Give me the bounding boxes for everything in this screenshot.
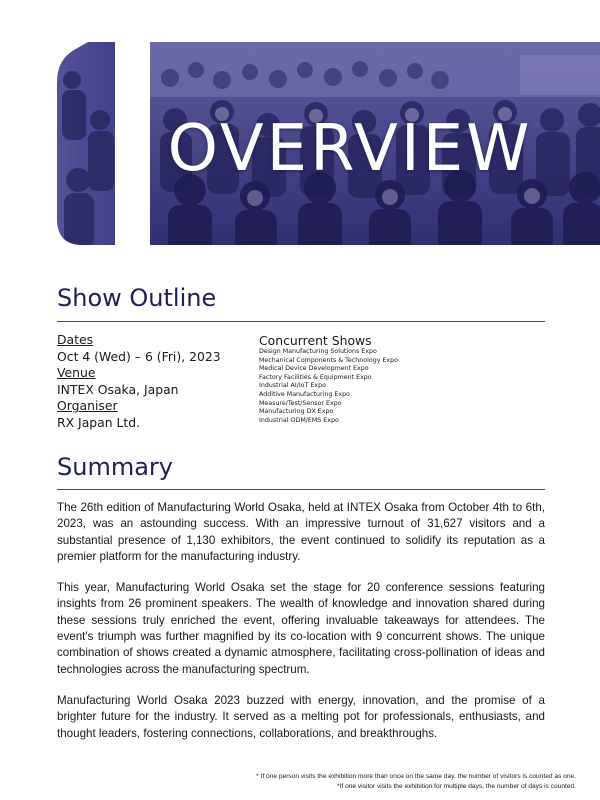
show-outline-heading: Show Outline (57, 284, 217, 312)
concurrent-show-item: Medical Device Development Expo (259, 365, 369, 373)
dates-label: Dates (57, 332, 94, 347)
organiser-value: RX Japan Ltd. (57, 414, 141, 430)
concurrent-show-item: Additive Manufacturing Expo (259, 390, 350, 398)
hero-banner (0, 0, 600, 260)
dates-value: Oct 4 (Wed) – 6 (Fri), 2023 (57, 348, 221, 364)
summary-paragraph: Manufacturing World Osaka 2023 buzzed with energy, innovation, and the promise of a brighter future for the industry. It served as a melting pot for professionals, enthusiasts, and thought leaders, fostering connections, collaborations, and breakthroughs. (57, 693, 545, 740)
summary-body (57, 500, 545, 757)
organiser-label: Organiser (57, 398, 118, 414)
concurrent-show-item: Industrial AI/IoT Expo (259, 382, 326, 390)
concurrent-shows-heading: Concurrent Shows (259, 333, 372, 348)
hero-title: OVERVIEW (167, 112, 533, 186)
concurrent-show-item: Industrial ODM/EMS Expo (259, 416, 339, 424)
footnote: *If one visitor visits the exhibition for multiple days, the number of days is counted. (337, 783, 576, 790)
summary-heading: Summary (57, 453, 173, 481)
footnote: * If one person visits the exhibition more than once on the same day, the number of visitors is counted as one. (256, 773, 576, 780)
summary-paragraph: The 26th edition of Manufacturing World Osaka, held at INTEX Osaka from October 4th to 6th, 2023, was an astounding success. With an impressive turnout of 31,627 visitors and a substantial presence of 1,130 exhibitors, the event continued to solidify its reputation as a premier platform for the manufacturing industry. (57, 501, 545, 563)
summary-paragraph: This year, Manufacturing World Osaka set the stage for 20 conference sessions featuring insights from 26 prominent speakers. The wealth of knowledge and innovation shared during these sessions truly enriched the event, offering invaluable takeaways for attendees. The event's triumph was further magnified by its co-location with 9 concurrent shows. The unique combination of shows created a dynamic atmosphere, facilitating cross-pollination of ideas and technologies across the manufacturing spectrum. (57, 581, 545, 676)
venue-value: INTEX Osaka, Japan (57, 381, 179, 397)
divider (57, 489, 545, 490)
footnotes (256, 772, 576, 792)
concurrent-show-item: Factory Facilities & Equipment Expo (259, 373, 372, 381)
show-details (57, 332, 221, 432)
divider (57, 321, 545, 322)
concurrent-show-item: Manufacturing DX Expo (259, 408, 334, 416)
concurrent-shows (259, 333, 398, 425)
venue-label: Venue (57, 365, 96, 381)
concurrent-show-item: Design Manufacturing Solutions Expo (259, 348, 377, 355)
concurrent-shows-list (259, 348, 398, 425)
concurrent-show-item: Measure/Test/Sensor Expo (259, 399, 342, 407)
concurrent-show-item: Mechanical Components & Technology Expo (259, 356, 399, 364)
